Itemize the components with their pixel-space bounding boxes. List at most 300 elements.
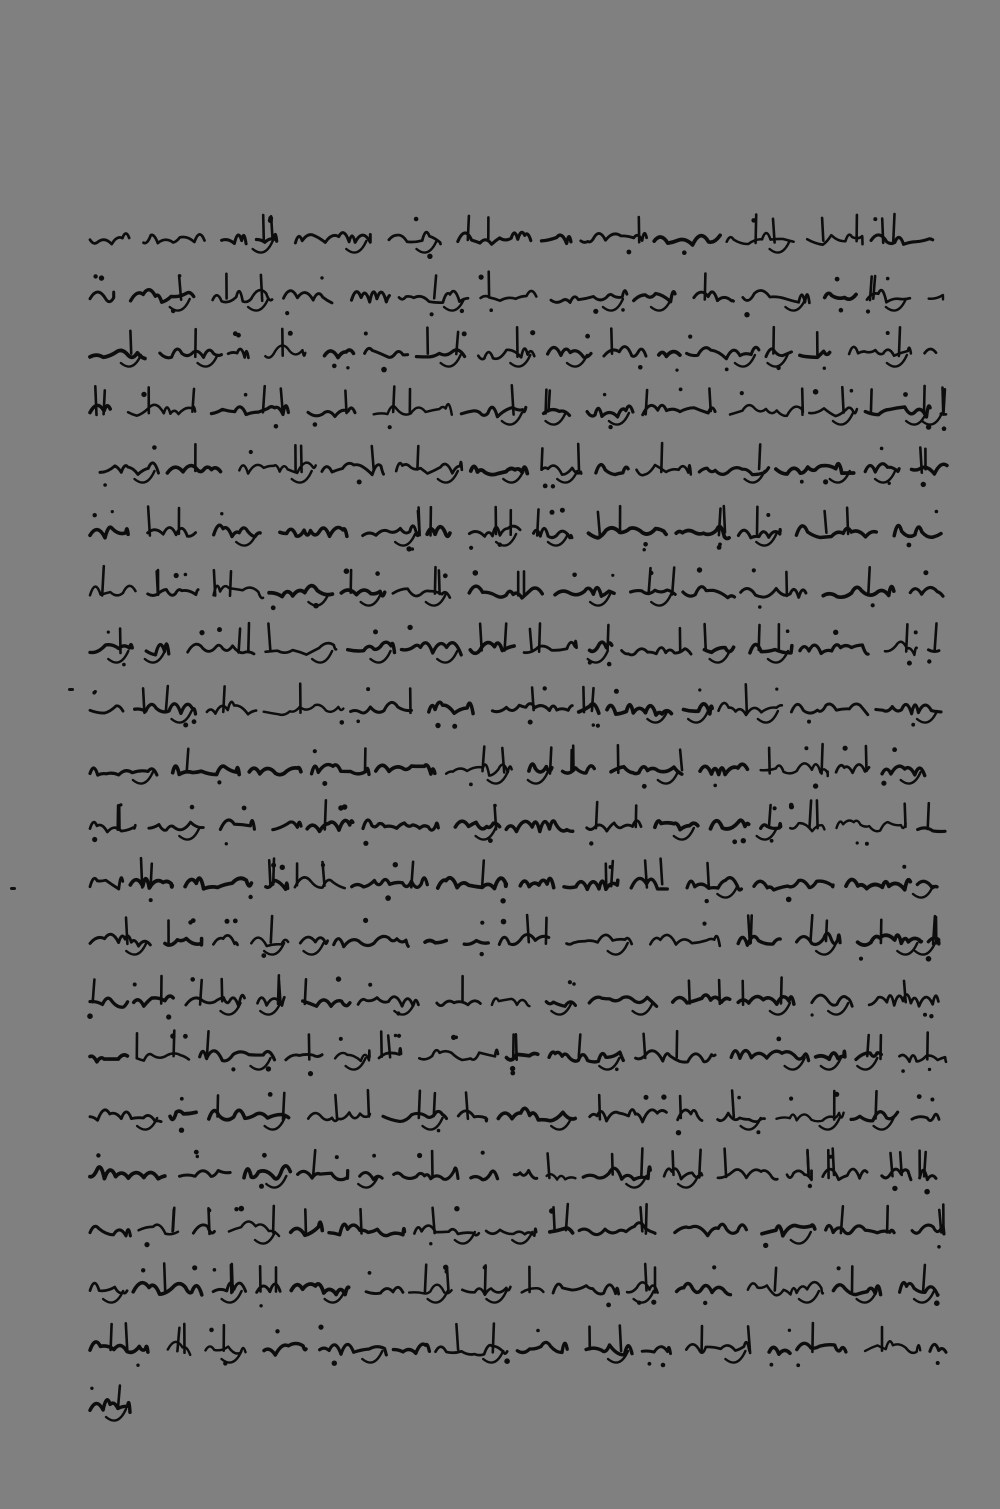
ink-word	[188, 644, 254, 654]
ink-word	[797, 1343, 846, 1352]
ink-word	[363, 526, 419, 536]
ink-ascender	[230, 571, 231, 596]
ink-ascender	[620, 1326, 621, 1352]
ink-word	[307, 820, 353, 831]
ink-dot	[313, 422, 318, 427]
ink-tail	[915, 943, 935, 955]
ink-tail	[371, 651, 391, 663]
ink-ascender	[505, 624, 507, 651]
ink-dot	[231, 1067, 235, 1071]
ink-dot	[936, 1361, 940, 1365]
ink-word	[596, 465, 628, 475]
ink-word	[607, 705, 671, 715]
ink-ascender	[372, 446, 374, 470]
ink-word	[280, 527, 347, 536]
handwritten-line	[90, 377, 950, 437]
ink-tail	[799, 1291, 819, 1303]
ink-word	[871, 235, 933, 244]
ink-tail	[198, 355, 218, 367]
ink-word	[239, 463, 315, 474]
ink-tail	[887, 355, 907, 367]
ink-dot	[901, 1069, 905, 1073]
ink-ascender	[583, 687, 584, 712]
ink-ascender	[381, 1032, 382, 1057]
ink-dot	[199, 630, 204, 635]
ink-ascender	[873, 276, 875, 299]
ink-dot	[451, 1035, 456, 1040]
ink-dot	[429, 1242, 432, 1245]
ink-dot	[481, 1151, 485, 1155]
ink-dot	[880, 447, 884, 451]
ink-word	[365, 348, 408, 357]
ink-ascender	[882, 219, 883, 243]
ink-word	[414, 1226, 478, 1236]
ink-ascender	[825, 511, 827, 533]
ink-strokes	[90, 736, 950, 796]
handwritten-line	[90, 615, 950, 675]
ink-word	[446, 765, 512, 776]
ink-dot	[697, 567, 702, 572]
ink-ascender	[231, 1265, 232, 1293]
ink-ascender	[641, 1207, 643, 1231]
ink-word	[499, 934, 549, 944]
ink-word	[471, 1171, 498, 1180]
ink-dot	[213, 1268, 217, 1272]
ink-word	[160, 349, 222, 358]
ink-dot	[87, 1013, 93, 1019]
handwritten-line	[90, 205, 950, 265]
ink-ascender	[612, 1154, 613, 1175]
ink-word	[718, 1113, 765, 1122]
ink-dot	[373, 629, 378, 634]
ink-tail	[417, 241, 437, 253]
ink-dot	[500, 898, 505, 903]
ink-ascender	[826, 921, 827, 941]
ink-dot	[178, 274, 181, 277]
ink-word	[807, 235, 862, 245]
ink-dot	[452, 724, 457, 729]
ink-ascender	[868, 567, 869, 593]
ink-word	[882, 766, 925, 775]
handwritten-line	[90, 1022, 950, 1082]
ink-ascender	[118, 1386, 120, 1408]
ink-word	[244, 1166, 290, 1179]
ink-ascender	[773, 219, 775, 243]
ink-ascender	[263, 386, 265, 412]
ink-dot	[886, 277, 890, 281]
ink-dot	[596, 724, 600, 728]
ink-strokes	[90, 967, 950, 1027]
ink-tail	[875, 471, 895, 483]
ink-strokes	[90, 1373, 950, 1433]
ink-ascender	[680, 750, 682, 770]
ink-word	[486, 1229, 536, 1236]
ink-word	[90, 586, 136, 596]
ink-word	[170, 1111, 196, 1119]
ink-ascender	[900, 1152, 902, 1175]
ink-tail	[603, 299, 623, 311]
ink-word	[220, 820, 254, 829]
ink-word	[211, 406, 288, 415]
ink-dot	[236, 333, 241, 338]
ink-dot	[881, 781, 886, 786]
ink-dot	[480, 921, 484, 925]
ink-word	[478, 349, 534, 359]
ink-dot	[443, 573, 448, 578]
ink-ascender	[417, 446, 418, 469]
ink-ascender	[876, 1091, 877, 1118]
ink-dot	[96, 1153, 100, 1157]
ink-dot	[363, 841, 368, 846]
ink-word	[273, 822, 301, 830]
ink-ascender	[192, 389, 194, 412]
ink-word	[611, 767, 682, 774]
ink-strokes	[90, 205, 950, 265]
ink-dot	[786, 629, 790, 633]
ink-word	[912, 1225, 944, 1234]
ink-word	[851, 1112, 898, 1121]
ink-dot	[892, 1186, 897, 1191]
ink-dot	[835, 277, 840, 282]
ink-ascender	[769, 805, 771, 826]
ink-word	[790, 823, 824, 831]
ink-dot	[194, 1150, 199, 1155]
ink-dot	[149, 898, 153, 902]
ink-word	[912, 464, 948, 474]
ink-dot	[274, 424, 279, 429]
ink-ascender	[527, 915, 529, 942]
ink-strokes	[90, 1022, 950, 1082]
ink-ascender	[273, 1206, 274, 1233]
ink-ascender	[435, 567, 436, 593]
ink-dot	[744, 312, 749, 317]
ink-dot	[871, 603, 875, 607]
ink-strokes	[90, 1082, 950, 1142]
ink-dot	[397, 1034, 401, 1038]
ink-word	[148, 527, 196, 536]
ink-dot	[141, 1268, 145, 1272]
ink-word	[917, 881, 937, 887]
ink-dot	[242, 806, 247, 811]
ink-dot	[796, 1363, 800, 1367]
ink-dot	[462, 331, 467, 336]
ink-word	[675, 1224, 747, 1235]
ink-dot	[414, 217, 419, 222]
ink-ascender	[817, 800, 818, 828]
ink-word	[683, 587, 735, 598]
ink-dot	[551, 484, 555, 488]
ink-dot	[770, 1363, 774, 1367]
ink-dot	[192, 1265, 197, 1270]
ink-word	[185, 878, 251, 889]
ink-word	[514, 1170, 537, 1178]
ink-ascender	[646, 1204, 647, 1233]
ink-word	[925, 349, 936, 353]
ink-word	[567, 935, 632, 944]
ink-dot	[103, 483, 107, 487]
ink-word	[90, 645, 132, 653]
ink-word	[90, 1342, 148, 1352]
ink-dot	[261, 953, 266, 958]
ink-dot	[615, 1068, 619, 1072]
ink-word	[186, 995, 245, 1006]
handwritten-line	[90, 736, 950, 796]
ink-ascender	[214, 570, 215, 595]
ink-ascender	[361, 1209, 362, 1233]
ink-dot	[543, 686, 547, 690]
ink-dot	[786, 897, 792, 903]
ink-dot	[608, 425, 612, 429]
ink-ascender	[810, 801, 812, 828]
ink-dot	[332, 364, 337, 369]
ink-word	[228, 349, 248, 358]
ink-word	[90, 527, 128, 538]
ink-tail	[674, 828, 694, 840]
ink-word	[128, 405, 195, 416]
ink-tail	[546, 413, 566, 425]
ink-dot	[705, 899, 709, 903]
ink-dot	[911, 723, 915, 727]
ink-word	[506, 821, 573, 832]
ink-word	[167, 466, 220, 473]
ink-dot	[789, 803, 794, 808]
ink-word	[461, 407, 526, 417]
ink-word	[308, 1113, 370, 1121]
ink-ascender	[313, 1150, 315, 1174]
ink-ascender	[887, 1206, 888, 1232]
ink-dot	[886, 331, 890, 335]
ink-ascender	[271, 916, 272, 943]
ink-ascender	[579, 1035, 581, 1057]
ink-ascender	[278, 975, 279, 1004]
ink-word	[865, 406, 930, 417]
ink-ascender	[223, 686, 224, 712]
ink-word	[800, 645, 868, 654]
ink-tail	[255, 1232, 275, 1244]
ink-word	[549, 1052, 623, 1062]
ink-word	[137, 1053, 189, 1060]
ink-dot	[643, 548, 646, 551]
ink-word	[492, 998, 530, 1006]
ink-ascender	[104, 390, 105, 414]
ink-dot	[725, 368, 729, 372]
ink-word	[836, 764, 869, 772]
ink-dot	[170, 1033, 175, 1038]
ink-ascender	[93, 980, 95, 1003]
ink-ascender	[530, 629, 532, 650]
ink-dot	[190, 977, 195, 982]
ink-tail	[725, 1351, 745, 1363]
ink-word	[912, 1114, 939, 1120]
ink-ascender	[173, 1210, 174, 1232]
ink-dot	[928, 1068, 931, 1071]
ink-word	[673, 995, 730, 1003]
ink-word	[929, 295, 943, 299]
ink-dot	[460, 309, 464, 313]
ink-dot	[119, 803, 122, 806]
ink-tail	[133, 772, 153, 784]
ink-ascender	[592, 688, 594, 711]
ink-dot	[892, 747, 897, 752]
ink-dot	[268, 218, 273, 223]
ink-word	[146, 644, 169, 655]
ink-word	[470, 643, 514, 654]
ink-dot	[313, 749, 317, 753]
ink-dot	[568, 980, 572, 984]
ink-ascender	[719, 509, 721, 536]
ink-strokes	[90, 319, 950, 379]
ink-word	[885, 642, 917, 655]
ink-word	[180, 1171, 231, 1177]
ink-word	[643, 405, 715, 415]
ink-dot	[192, 719, 197, 724]
ink-ascender	[466, 1093, 468, 1119]
ink-word	[711, 820, 749, 829]
ink-word	[686, 1342, 749, 1352]
ink-dot	[239, 1206, 245, 1212]
ink-dot	[585, 334, 590, 339]
ink-ascender	[808, 1150, 809, 1175]
ink-ascender	[822, 218, 823, 241]
ink-ascender	[301, 446, 302, 472]
ink-ascender	[923, 1265, 925, 1290]
ink-tail	[362, 1351, 382, 1363]
ink-dot	[643, 542, 648, 547]
ink-word	[750, 644, 792, 652]
ink-word	[604, 347, 646, 357]
ink-dot	[712, 1265, 716, 1269]
ink-dot	[166, 1014, 171, 1019]
ink-tail	[304, 943, 324, 955]
ink-dot	[196, 1155, 199, 1158]
ink-dot	[850, 389, 854, 393]
ink-word	[265, 345, 305, 357]
ink-tail	[502, 413, 522, 425]
ink-tail	[170, 299, 190, 311]
ink-ascender	[512, 385, 514, 414]
ink-ascender	[546, 918, 547, 944]
ink-word	[396, 462, 462, 473]
ink-dot	[924, 1189, 930, 1195]
ink-word	[553, 1284, 619, 1294]
ink-dot	[364, 332, 368, 336]
ink-dot	[843, 746, 848, 751]
ink-strokes	[90, 1255, 950, 1315]
ink-tail	[312, 651, 332, 663]
ink-dot	[372, 1154, 376, 1158]
ink-ascender	[705, 274, 706, 300]
ink-word	[222, 235, 247, 244]
ink-dot	[621, 308, 625, 312]
ink-ascender	[207, 1031, 209, 1059]
ink-tail	[441, 355, 461, 367]
handwritten-line	[90, 1315, 950, 1375]
ink-word	[590, 1110, 667, 1122]
ink-dot	[829, 1155, 833, 1159]
ink-dot	[375, 571, 380, 576]
handwritten-line	[90, 967, 950, 1027]
handwritten-line	[90, 435, 950, 495]
ink-word	[655, 821, 698, 830]
ink-ascender	[283, 1093, 284, 1119]
ink-dot	[698, 688, 701, 691]
ink-dot	[141, 392, 146, 397]
ink-word	[437, 1001, 481, 1006]
ink-word	[295, 233, 370, 243]
handwritten-line	[90, 907, 950, 967]
ink-dot	[321, 863, 325, 867]
ink-strokes	[90, 615, 950, 675]
ink-ascender	[924, 386, 925, 414]
ink-dot	[489, 308, 493, 312]
ink-dot	[702, 922, 706, 926]
ink-ascender	[759, 625, 760, 650]
ink-word	[581, 233, 647, 242]
ink-strokes	[90, 1140, 950, 1200]
ink-strokes	[90, 675, 950, 735]
ink-ascender	[222, 979, 223, 1001]
handwritten-line	[90, 319, 950, 379]
ink-dot	[804, 746, 808, 750]
ink-ascender	[345, 391, 346, 413]
ink-ascender	[719, 980, 720, 1004]
ink-ascender	[126, 918, 127, 944]
ink-ascender	[645, 861, 647, 888]
ink-ascender	[456, 1324, 458, 1350]
ink-strokes	[90, 792, 950, 852]
ink-dot	[651, 1300, 656, 1305]
handwritten-line	[90, 263, 950, 323]
ink-word	[876, 704, 941, 713]
ink-word	[542, 235, 571, 243]
ink-dot	[661, 1363, 666, 1368]
ink-ascender	[164, 1263, 165, 1291]
ink-ascender	[239, 629, 241, 653]
ink-dot	[262, 1153, 267, 1158]
ink-dot	[136, 1364, 139, 1367]
ink-word	[303, 1000, 350, 1006]
ink-dot	[385, 895, 391, 901]
ink-word	[312, 765, 369, 775]
ink-dot	[834, 1092, 839, 1097]
ink-word	[325, 350, 354, 358]
ink-word	[551, 291, 627, 303]
handwritten-line	[90, 850, 950, 910]
ink-word	[555, 588, 614, 597]
ink-ascender	[200, 980, 202, 1005]
ink-dot	[528, 720, 533, 725]
ink-dot	[603, 393, 606, 396]
ink-ascender	[248, 623, 249, 652]
ink-dot	[183, 1034, 188, 1039]
ink-ascender	[325, 800, 326, 829]
ink-word	[320, 1344, 387, 1354]
ink-word	[229, 1222, 279, 1236]
ink-dot	[90, 1387, 93, 1390]
ink-dot	[268, 1092, 273, 1097]
ink-dot	[191, 918, 196, 923]
ink-dot	[942, 426, 947, 431]
ink-ascender	[924, 1152, 926, 1176]
ink-dot	[776, 1037, 781, 1042]
ink-dot	[285, 311, 289, 315]
ink-ascender	[645, 1264, 646, 1291]
ink-ascender	[166, 686, 168, 712]
ink-dot	[789, 1097, 793, 1101]
ink-dot	[259, 1184, 264, 1189]
ink-ascender	[732, 1091, 734, 1118]
ink-tail	[488, 772, 508, 784]
